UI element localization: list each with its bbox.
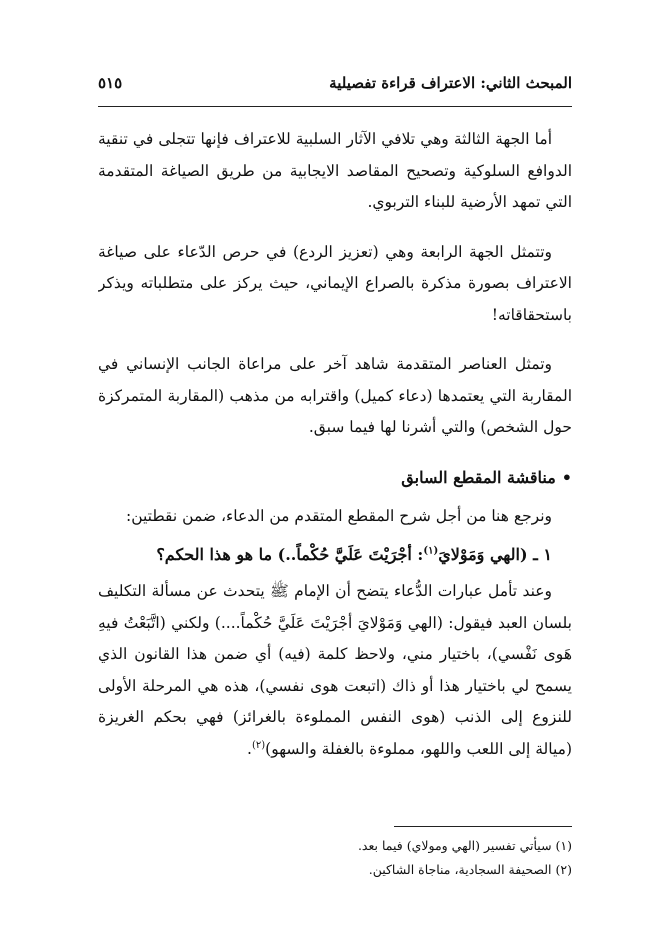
footnote-2: (٢) الصحيفة السجادية، مناجاة الشاكين. [368, 862, 572, 877]
body-text [98, 124, 572, 814]
header-rule [98, 106, 572, 107]
point-1-text-end: : أجْرَيْتَ عَلَيَّ حُكْماً..) ما هو هذا الحكم؟ [156, 544, 424, 564]
point-1-heading [98, 539, 572, 571]
paragraph-2: وتتمثل الجهة الرابعة وهي (تعزيز الردع) في حرص الدّعاء على صياغة الاعتراف بصورة مذكرة بالصراع الإيماني، حيث يركز على متطلباته ويذكر باستحقاقاته! [98, 242, 572, 324]
section-intro: ونرجع هنا من أجل شرح المقطع المتقدم من الدعاء، ضمن نقطتين: [125, 507, 552, 525]
paragraph-4-text: وعند تأمل عبارات الدُّعاء يتضح أن الإمام ﷺ يتحدث عن مسألة التكليف بلسان العبد فيقول: (الهي وَمَوْلايَ أجْرَيْتَ عَلَيَّ حُكْماً....) ولكني (اتَّبَعْتُ فيهِ هَوى نَفْسي)، باختيار مني، ولاحظ كلمة (فيه) أي ضمن هذا القانون الذي يسمح لي باختيار هذا أو ذاك (اتبعت هوى نفسي)، هذه هي المرحلة الأولى للنزوع إلى الذنب (هوى النفس المملوءة بالغرائز) فهي بحكم الغريزة (ميالة إلى اللعب واللهو، مملوءة بالغفلة والسهو) [98, 582, 572, 758]
running-header [98, 74, 572, 92]
point-1-text-start: ١ ـ (الهي وَمَوْلايَ [438, 544, 552, 564]
section-heading [98, 462, 572, 494]
page-number: ٥١٥ [98, 74, 123, 92]
chapter-title: المبحث الثاني: الاعتراف قراءة تفصيلية [329, 74, 572, 92]
paragraph-4-end: . [247, 739, 252, 758]
section-heading-text: مناقشة المقطع السابق [401, 467, 556, 487]
footnote-1: (١) سيأتي تفسير (الهي ومولاي) فيما بعد. [357, 838, 572, 853]
footnote-ref-1: (١) [423, 545, 439, 557]
paragraph-1: أما الجهة الثالثة وهي تلافي الآثار السلبية للاعتراف فإنها تتجلى في تنقية الدوافع السلوكية وتصحيح المقاصد الايجابية من طريق الصياغة المتقدمة التي تمهد الأرضية للبناء التربوي. [98, 130, 572, 211]
paragraph-3: وتمثل العناصر المتقدمة شاهد آخر على مراعاة الجانب الإنساني في المقاربة التي يعتمدها (دعاء كميل) واقترابه من مذهب (المقاربة المتمركزة حول الشخص) والتي أشرنا لها فيما سبق. [98, 355, 572, 436]
footnote-ref-2: (٢) [251, 739, 266, 751]
paragraph-4 [98, 576, 572, 765]
bullet-icon: • [561, 467, 572, 487]
footnote-rule [394, 826, 572, 827]
footnotes [98, 834, 572, 882]
